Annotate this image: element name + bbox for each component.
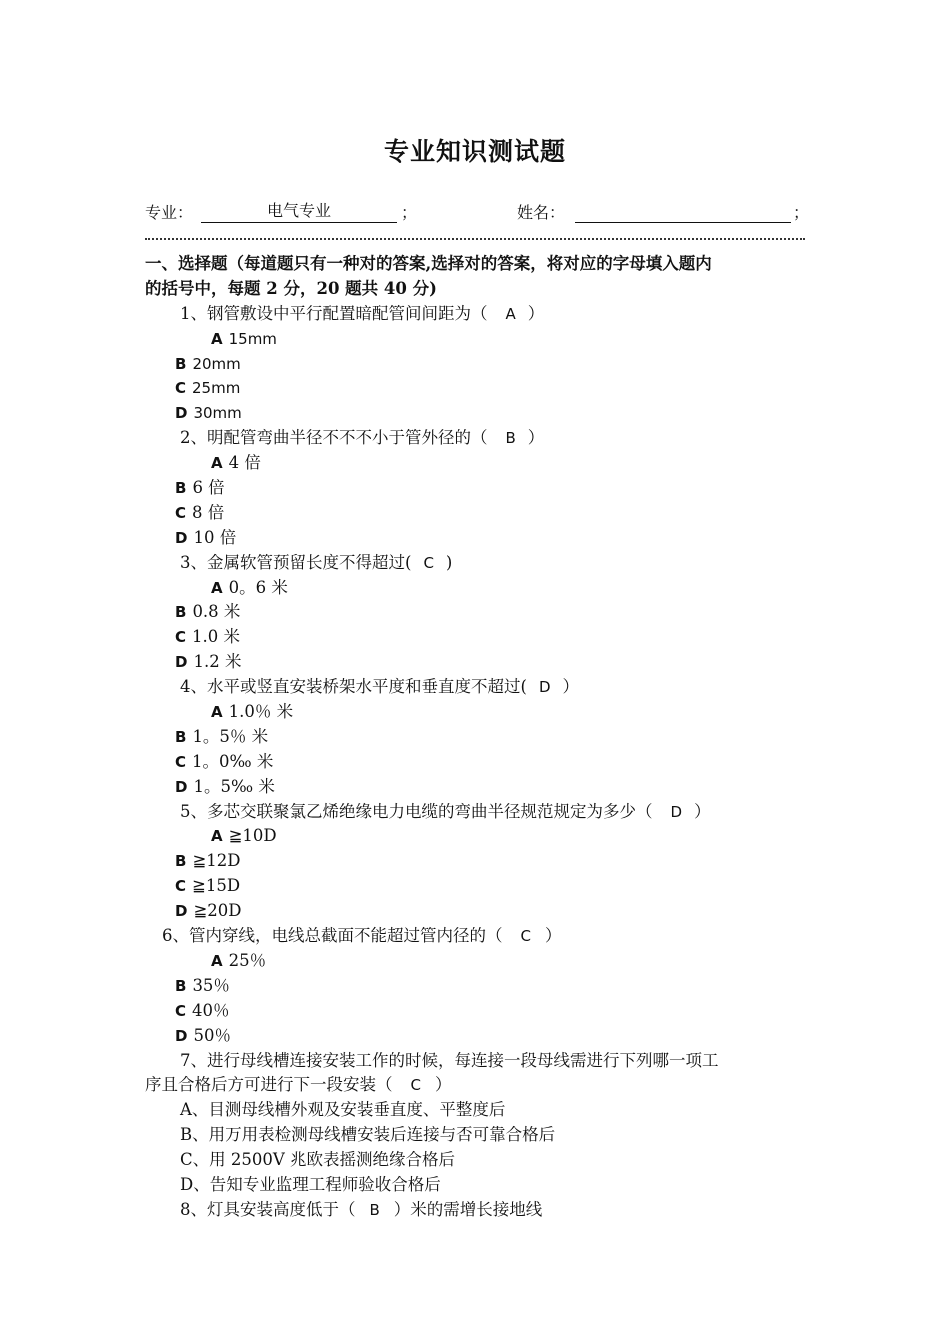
option: A 1.0％ 米 [211,702,294,722]
option: B ≧12D [175,851,241,871]
answer-8: B [369,1200,380,1219]
option: A ≧10D [211,826,277,846]
major-value: 电气专业 [201,200,397,223]
option: D 50％ [175,1025,231,1045]
major-label: 专业： [145,203,194,222]
option: C、用 2500V 兆欧表摇测绝缘合格后 [180,1150,456,1170]
question-6: 6、管内穿线，电线总截面不能超过管内径的（ C ） [162,926,562,946]
question-4: 4、水平或竖直安装桥架水平度和垂直度不超过( D ） [180,677,579,697]
question-2: 2、明配管弯曲半径不不不小于管外径的（ B ） [180,428,545,448]
option: D 1。5‰ 米 [175,776,275,796]
option: C ≧15D [175,876,241,896]
option: D、告知专业监理工程师验收合格后 [180,1174,441,1194]
option: C 1.0 米 [175,627,241,647]
question-3: 3、金属软管预留长度不得超过( C ) [180,552,453,572]
answer-1: A [505,304,516,323]
answer-3: C [423,553,434,572]
section-heading: 一、选择题（每道题只有一种对的答案,选择对的答案，将对应的字母填入题内 [145,254,712,273]
question-7-cont: 序且合格后方可进行下一段安装（ C ） [145,1075,452,1095]
dotted-divider [145,238,805,240]
name-value [575,200,791,223]
option: B 6 倍 [175,478,225,498]
name-field[interactable] [575,200,791,227]
answer-4: D [538,678,551,697]
option: C 8 倍 [175,502,225,522]
question-8: 8、灯具安装高度低于（ B ）米的需增长接地线 [180,1199,543,1219]
option: B 35％ [175,975,230,995]
page-title: 专业知识测试题 [383,137,566,166]
answer-5: D [670,802,683,821]
option: D 30mm [175,404,242,423]
option: A 15mm [211,329,277,348]
option: A 25％ [211,950,267,970]
answer-2: B [505,429,516,448]
question-5: 5、多芯交联聚氯乙烯绝缘电力电缆的弯曲半径规范规定为多少（ D ） [180,801,711,821]
option: C 1。0‰ 米 [175,751,274,771]
question-1: 1、钢管敷设中平行配置暗配管间间距为（ A ） [180,303,545,323]
option: A 4 倍 [211,453,261,473]
option: B、用万用表检测母线槽安装后连接与否可靠合格后 [180,1125,556,1145]
option: A、目测母线槽外观及安装垂直度、平整度后 [180,1100,506,1120]
question-7: 7、进行母线槽连接安装工作的时候，每连接一段母线需进行下列哪一项工 [180,1050,719,1070]
question-list [145,252,810,1223]
option: D ≧20D [175,901,242,921]
option: B 0.8 米 [175,602,241,622]
separator: ； [401,203,418,222]
option: C 40％ [175,1000,230,1020]
separator: ； [793,203,810,222]
option: D 10 倍 [175,527,237,547]
option: B 1。5％ 米 [175,726,269,746]
answer-7: C [410,1076,421,1095]
option: D 1.2 米 [175,652,242,672]
option: C 25mm [175,379,241,398]
info-row [145,200,810,228]
name-label: 姓名： [517,203,566,222]
option: A 0。6 米 [211,577,288,597]
section-heading: 的括号中，每题 2 分，20 题共 40 分) [145,278,437,298]
answer-6: C [520,927,531,946]
option: B 20mm [175,354,241,373]
major-field[interactable] [201,200,397,223]
